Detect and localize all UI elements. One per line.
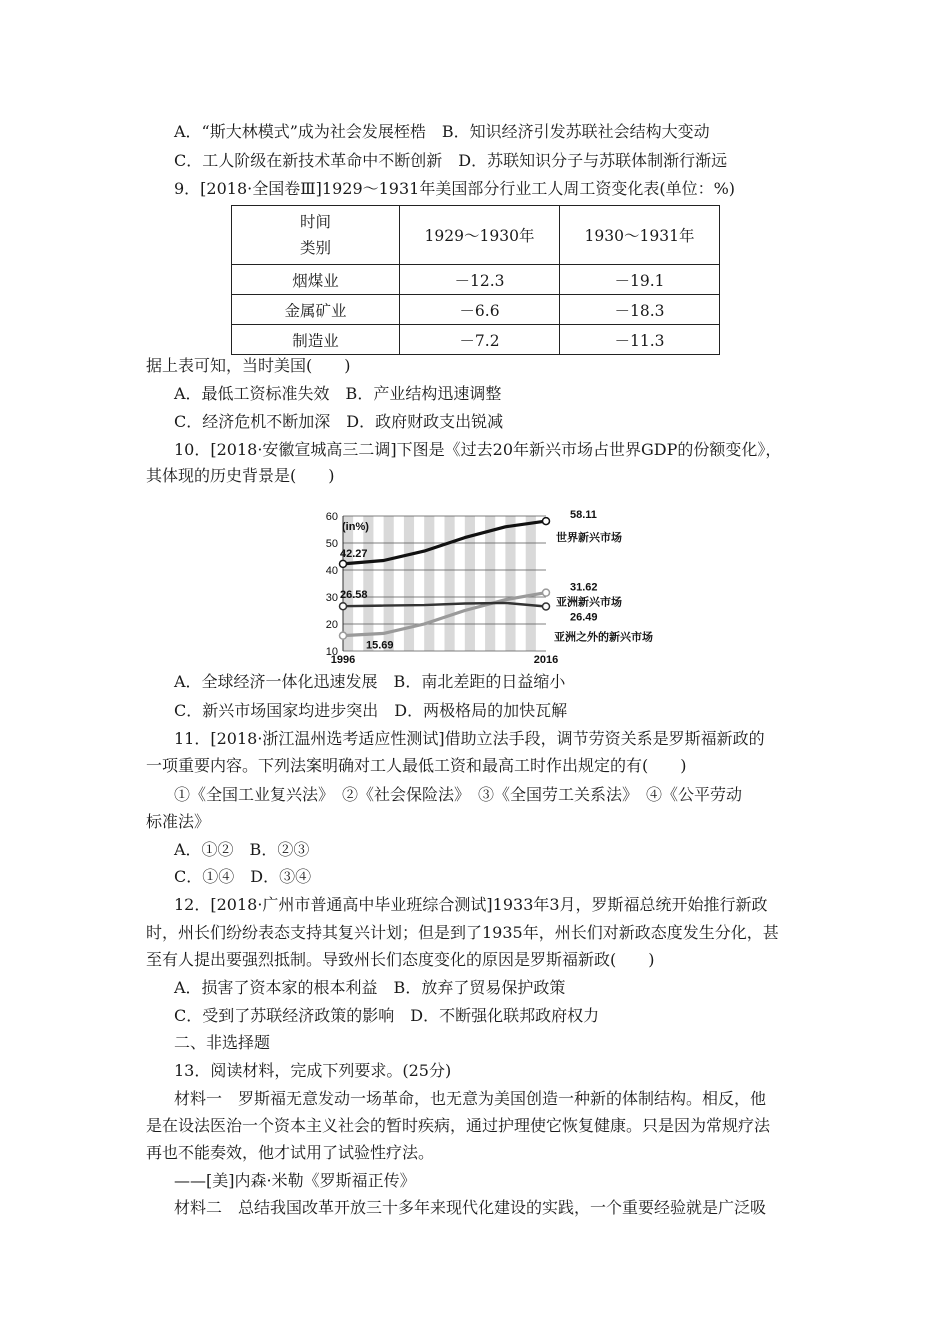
- q10-stem-line1: 10．[2018·安徽宣城高三二调]下图是《过去20年新兴市场占世界GDP的份额变化》，: [174, 440, 782, 459]
- series-start-label: 42.27: [340, 547, 368, 560]
- material1-source: ——[美]内森·米勒《罗斯福正传》: [174, 1171, 416, 1190]
- background-stripe: [485, 516, 495, 651]
- row-category: 烟煤业: [232, 265, 400, 295]
- q11-options-line1: A．①② B．②③: [174, 840, 310, 859]
- series-start-label: 15.69: [366, 639, 394, 652]
- series-end-label: 26.49: [570, 611, 598, 624]
- y-tick-label: 10: [325, 646, 338, 658]
- emerging-markets-gdp-chart: [310, 503, 690, 663]
- q11-stem-line1: 11．[2018·浙江温州选考适应性测试]借助立法手段，调节劳资关系是罗斯福新政的: [174, 729, 765, 748]
- y-tick-label: 20: [325, 619, 338, 631]
- table-row: [232, 325, 720, 355]
- material1-line1: 材料一 罗斯福无意发动一场革命，也无意为美国创造一种新的体制结构。相反，他: [174, 1089, 767, 1108]
- q8-options-line2: C．工人阶级在新技术革命中不断创新 D．苏联知识分子与苏联体制渐行渐远: [174, 151, 728, 170]
- header-category: 类别: [299, 239, 331, 257]
- y-tick-label: 60: [325, 511, 338, 523]
- series-end-marker: [543, 589, 550, 596]
- series-end-marker: [543, 518, 550, 525]
- background-stripe: [343, 516, 353, 651]
- x-tick-label: 1996: [330, 654, 356, 663]
- header-col2: 1930～1931年: [560, 206, 720, 265]
- section-heading: 二、非选择题: [174, 1033, 271, 1052]
- chart-unit-label: (in%): [342, 521, 369, 533]
- x-tick-label: 2016: [533, 654, 559, 663]
- x-axis-ticks: [331, 654, 558, 663]
- y-axis-ticks: [326, 511, 338, 658]
- series-end-marker: [543, 603, 550, 610]
- q12-stem-line2: 时，州长们纷纷表态支持其复兴计划；但是到了1935年，州长们对新政态度发生分化，甚: [146, 923, 779, 942]
- row-category: 制造业: [232, 325, 400, 355]
- material1-line2: 是在设法医治一个资本主义社会的暂时疾病，通过护理使它恢复健康。只是因为常规疗法: [146, 1116, 771, 1135]
- series-start-marker: [340, 560, 347, 567]
- q11-options-line2: C．①④ D．③④: [174, 867, 312, 886]
- q9-question: 据上表可知，当时美国( ): [146, 356, 351, 375]
- row-value-2: －18.3: [560, 295, 720, 325]
- row-category: 金属矿业: [232, 295, 400, 325]
- background-stripe: [505, 516, 515, 651]
- row-value-1: －7.2: [400, 325, 560, 355]
- q11-items-line1: ①《全国工业复兴法》 ②《社会保险法》 ③《全国劳工关系法》 ④《公平劳动: [174, 785, 743, 804]
- header-col1: 1929～1930年: [400, 206, 560, 265]
- series-start-label: 26.58: [340, 589, 368, 602]
- y-tick-label: 30: [325, 592, 338, 604]
- row-value-1: －6.6: [400, 295, 560, 325]
- q9-stem: 9．[2018·全国卷Ⅲ]1929～1931年美国部分行业工人周工资变化表(单位：%): [174, 179, 736, 198]
- series-start-marker: [340, 632, 347, 639]
- q10-stem-line2: 其体现的历史背景是( ): [146, 466, 335, 485]
- series-name-label: 世界新兴市场: [556, 532, 622, 545]
- series-end-label: 31.62: [570, 581, 598, 594]
- q10-options-line2: C．新兴市场国家均进步突出 D．两极格局的加快瓦解: [174, 701, 568, 720]
- row-value-2: －11.3: [560, 325, 720, 355]
- background-stripe: [404, 516, 414, 651]
- y-tick-label: 40: [325, 565, 338, 577]
- q8-options-line1: A．“斯大林模式”成为社会发展桎梏 B．知识经济引发苏联社会结构大变动: [174, 122, 710, 141]
- table-row: [232, 295, 720, 325]
- row-value-2: －19.1: [560, 265, 720, 295]
- series-end-label: 58.11: [570, 509, 597, 522]
- series-start-marker: [340, 603, 347, 610]
- q13-stem: 13．阅读材料，完成下列要求。(25分): [174, 1061, 452, 1080]
- q11-stem-line2: 一项重要内容。下列法案明确对工人最低工资和最高工时作出规定的有( ): [146, 756, 687, 775]
- q10-options-line1: A．全球经济一体化迅速发展 B．南北差距的日益缩小: [174, 672, 566, 691]
- table-row: [232, 265, 720, 295]
- y-tick-label: 50: [325, 538, 338, 550]
- series-name-label: 亚洲之外的新兴市场: [554, 631, 653, 644]
- q9-options-line1: A．最低工资标准失效 B．产业结构迅速调整: [174, 384, 502, 403]
- chart-background-stripes: [343, 516, 536, 651]
- background-stripe: [424, 516, 434, 651]
- material1-line3: 再也不能奏效，他才试用了试验性疗法。: [146, 1143, 435, 1162]
- q12-options-line2: C．受到了苏联经济政策的影响 D．不断强化联邦政府权力: [174, 1006, 600, 1025]
- background-stripe: [445, 516, 455, 651]
- header-time: 时间: [299, 213, 331, 231]
- q9-options-line2: C．经济危机不断加深 D．政府财政支出锐减: [174, 412, 504, 431]
- series-name-label: 亚洲新兴市场: [556, 596, 622, 609]
- wage-change-table: [231, 205, 720, 355]
- material2-line1: 材料二 总结我国改革开放三十多年来现代化建设的实践，一个重要经验就是广泛吸: [174, 1198, 767, 1217]
- background-stripe: [363, 516, 373, 651]
- table-diagonal-header: [232, 206, 400, 265]
- q11-items-line2: 标准法》: [146, 812, 211, 831]
- q12-stem-line3: 至有人提出要强烈抵制。导致州长们态度变化的原因是罗斯福新政( ): [146, 950, 655, 969]
- background-stripe: [526, 516, 536, 651]
- q12-options-line1: A．损害了资本家的根本利益 B．放弃了贸易保护政策: [174, 978, 566, 997]
- q12-stem-line1: 12．[2018·广州市普通高中毕业班综合测试]1933年3月，罗斯福总统开始推行新政: [174, 895, 768, 914]
- row-value-1: －12.3: [400, 265, 560, 295]
